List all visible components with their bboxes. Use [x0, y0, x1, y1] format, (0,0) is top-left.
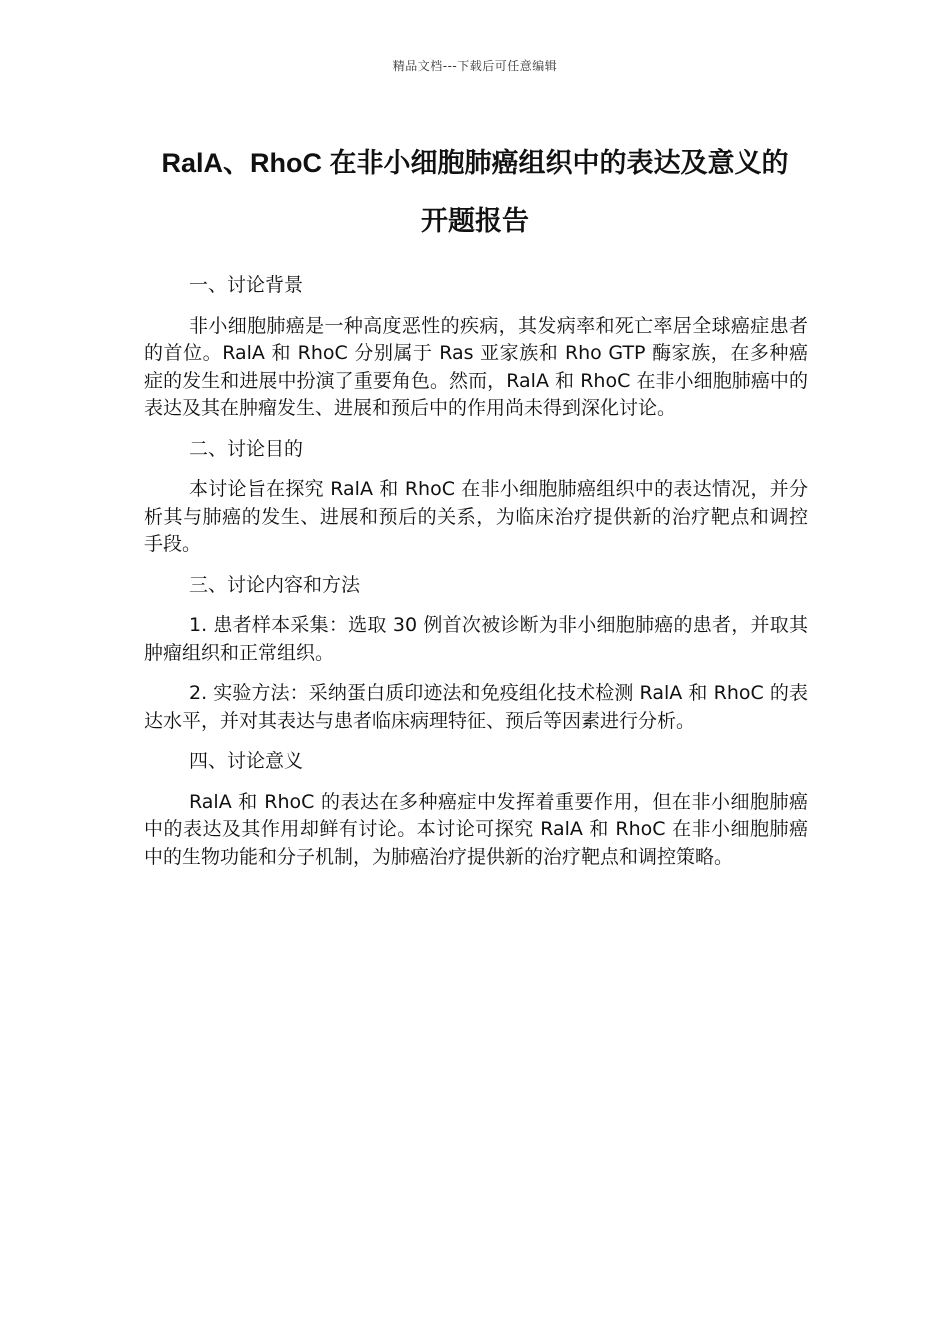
- paragraph-purpose: 本讨论旨在探究 RalA 和 RhoC 在非小细胞肺癌组织中的表达情况，并分析其与肺癌的发生、进展和预后的关系，为临床治疗提供新的治疗靶点和调控手段。: [144, 478, 808, 555]
- paragraph-experiment-methods: 2. 实验方法：采纳蛋白质印迹法和免疫组化技术检测 RalA 和 RhoC 的表达水平，并对其表达与患者临床病理特征、预后等因素进行分析。: [144, 682, 808, 732]
- document-body: [144, 272, 808, 884]
- title-line-2: 开题报告: [421, 206, 529, 236]
- paragraph-sample-collection: 1. 患者样本采集：选取 30 例首次被诊断为非小细胞肺癌的患者，并取其肿瘤组织和正常组织。: [144, 614, 808, 664]
- paragraph-significance: RalA 和 RhoC 的表达在多种癌症中发挥着重要作用，但在非小细胞肺癌中的表达及其作用却鲜有讨论。本讨论可探究 RalA 和 RhoC 在非小细胞肺癌中的生物功能和分子机制，为肺癌治疗提供新的治疗靶点和调控策略。: [144, 790, 808, 868]
- header-note: 精品文档---下载后可任意编辑: [392, 59, 558, 73]
- document-title: [140, 134, 810, 250]
- section-heading-purpose: 二、讨论目的: [189, 437, 304, 460]
- section-heading-significance: 四、讨论意义: [189, 750, 304, 772]
- paragraph-background: 非小细胞肺癌是一种高度恶性的疾病，其发病率和死亡率居全球癌症患者的首位。RalA 和 RhoC 分别属于 Ras 亚家族和 Rho GTP 酶家族，在多种癌症的发生和进展中扮演了重要角色。然而，RalA 和 RhoC 在非小细胞肺癌中的表达及其在肿瘤发生、进展和预后中的作用尚未得到深化讨论。: [144, 314, 808, 419]
- title-line-1: RalA、RhoC 在非小细胞肺癌组织中的表达及意义的: [161, 148, 789, 178]
- section-heading-content-methods: 三、讨论内容和方法: [189, 573, 361, 596]
- section-heading-background: 一、讨论背景: [189, 274, 304, 296]
